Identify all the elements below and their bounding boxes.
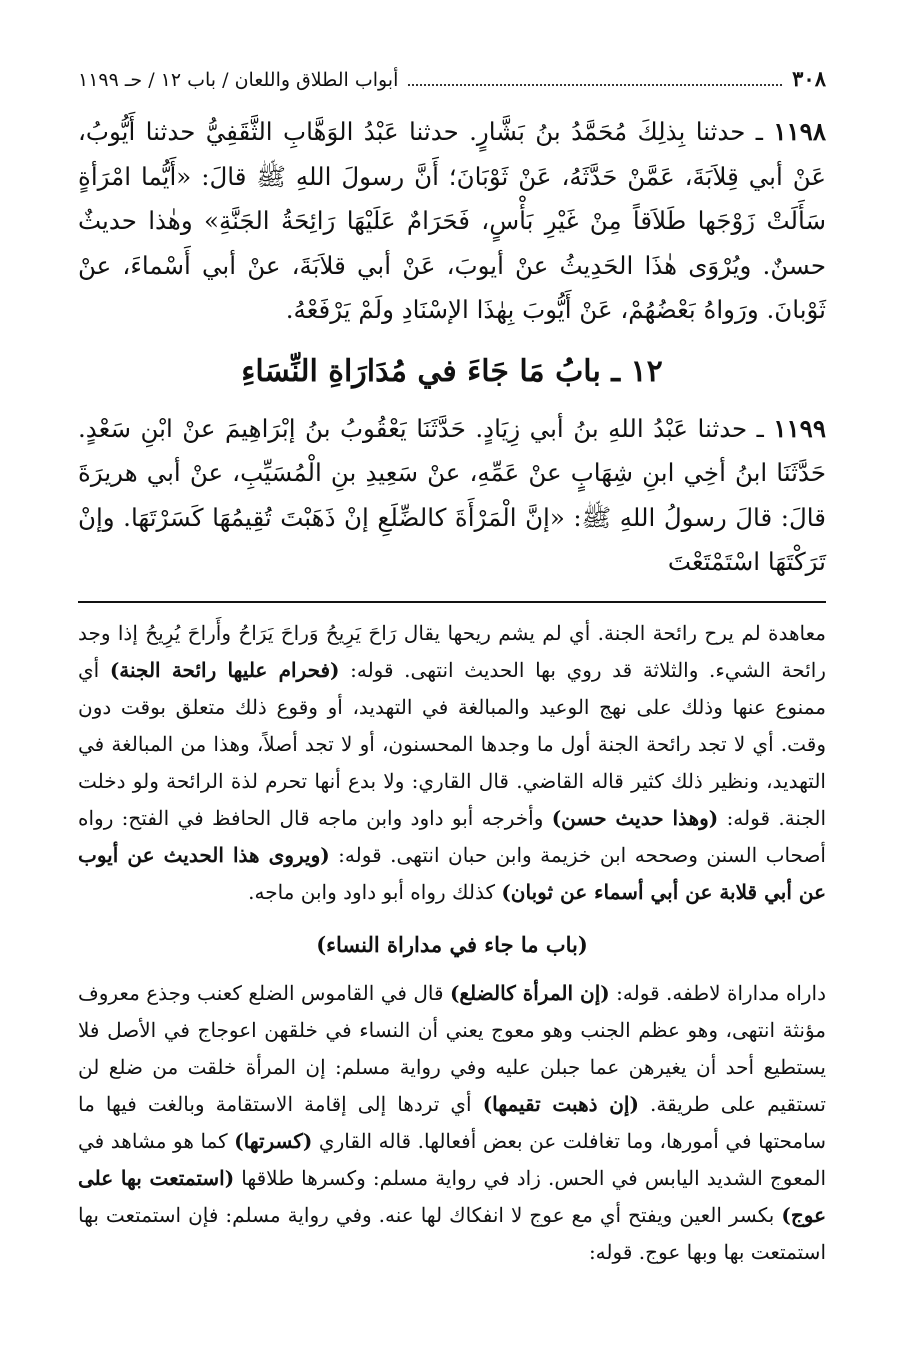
- commentary-text: أي ممنوع عنها وذلك على نهج الوعيد والمبالغة في التهديد، أو وقوع ذلك متعلق بوقت دون وقت. أي لا تجد رائحة الجنة أول ما وجدها المحسنون، أو لا تجد أصلاً، وهذا من المبالغة في التهديد، ونظير ذلك كثير قاله القاضي. قال القاري: ولا بدع أنها تحرم لذة الرائحة ولو دخلت الجنة. قوله:: [78, 657, 827, 830]
- hadith-text: ـ حدثنا بِذلِكَ مُحَمَّدُ بنُ بَشَّارٍ. حدثنا عَبْدُ الوَهَّابِ الثَّقَفِيُّ حدثنا أَيُّوبُ، عَنْ أبي قِلاَبَةَ، عَمَّنْ حَدَّثَهُ، عَنْ ثَوْبَانَ؛ أَنَّ رسولَ اللهِ ﷺ قالَ: «أَيُّما امْرَأةٍ سَأَلَتْ زَوْجَها طَلاَقاً مِنْ غَيْرِ بَأْسٍ، فَحَرَامٌ عَلَيْهَا رَائِحَةُ الجَنَّةِ» وهٰذا حديثٌ حسنٌ. ويُرْوَى هٰذَا الحَدِيثُ عنْ أيوبَ، عَنْ أبي قلاَبَةَ، عنْ أبي أَسْماءَ، عنْ ثَوْبانَ. ورَواهُ بَعْضُهُمْ، عَنْ أَيُّوبَ بِهٰذَا الإسْنَادِ ولَمْ يَرْفَعْهُ.: [78, 117, 826, 324]
- book-page: [78, 66, 826, 1271]
- commentary-text: بكسر العين ويفتح أي مع عوج لا انفكاك لها عنه. وفي رواية مسلم: فإن استمتعت بها استمتعت بها وبها عوج. قوله:: [78, 1202, 826, 1264]
- chapter-title: ١٢ ـ بابُ مَا جَاءَ في مُدَارَاةِ النِّسَاءِ: [241, 353, 663, 389]
- commentary-quote: (إن المرأة كالضلع): [449, 980, 610, 1005]
- commentary-text: داراه مداراة لاطفه. قوله:: [609, 980, 826, 1005]
- commentary-paragraph: [78, 975, 826, 1271]
- commentary-text: معاهدة لم يرح رائحة الجنة. أي لم يشم ريحها يقال رَاحَ يَرِيحُ وَراحَ يَرَاحُ وأَراحَ يُرِيحُ إذا وجد رائحة الشيء. والثلاثة قد روي بها الحديث انتهى. قوله:: [78, 620, 826, 682]
- running-title: أبواب الطلاق واللعان / باب ١٢ / حـ ١١٩٩: [78, 69, 399, 91]
- commentary-quote: (وهذا حديث حسن): [551, 805, 719, 830]
- header-dot-leader: [408, 72, 782, 86]
- commentary-text: قال في القاموس الضلع كعنب وجذع معروف مؤنثة انتهى، وهو عظم الجنب وهو معوج يعني أن النساء في خلقهن اعوجاج في الأصل فلا يستطيع أحد أن يغيرهن عما جبلن عليه وفي رواية مسلم: إن المرأة خلقت من ضلع لن تستقيم على طريقة.: [78, 980, 827, 1116]
- commentary-quote: (كسرتها): [234, 1128, 313, 1153]
- hadith-number: ١١٩٩: [773, 413, 826, 443]
- page-header: [78, 66, 826, 102]
- commentary-heading: (باب ما جاء في مداراة النساء): [316, 931, 588, 957]
- page-number: ٣٠٨: [792, 66, 826, 91]
- commentary-quote: (ويروى هذا الحديث عن أيوب عن أبي قلابة عن أبي أسماء عن ثوبان): [78, 842, 826, 904]
- commentary-text: كما هو مشاهد في المعوج الشديد اليابس في الحس. زاد في رواية مسلم: وكسرها طلاقها: [78, 1128, 826, 1190]
- hadith-text: ـ حدثنا عَبْدُ اللهِ بنُ أبي زِيَادٍ. حَدَّثَنَا يَعْقُوبُ بنُ إبْرَاهِيمَ عنْ ابْنِ سَعْدٍ. حَدَّثَنَا ابنُ أخِي ابنِ شِهَابٍ عنْ عَمِّهِ، عنْ سَعِيدِ بنِ الْمُسَيِّبِ، عنْ أبي هريرَةَ قالَ: قالَ رسولُ اللهِ ﷺ: «إنَّ الْمَرْأَةَ كالضِّلَعِ إنْ ذَهَبْتَ تُقِيمُهَا كَسَرْتَهَا. وإنْ تَرَكْتَهَا اسْتَمْتَعْتَ: [78, 413, 826, 576]
- commentary-paragraph: [78, 615, 826, 911]
- commentary-text: وأخرجه أبو داود وابن ماجه قال الحافظ في الفتح: رواه أصحاب السنن وصححه ابن خزيمة وابن حبان انتهى. قوله:: [78, 805, 826, 867]
- commentary-quote: (استمتعت بها على عوج): [78, 1165, 826, 1227]
- footnote-separator: [78, 601, 826, 603]
- commentary-quote: (إن ذهبت تقيمها): [482, 1091, 639, 1116]
- hadith-1199: [78, 407, 826, 585]
- commentary-text: كذلك رواه أبو داود وابن ماجه.: [248, 879, 502, 904]
- hadith-number: ١١٩٨: [773, 117, 826, 146]
- commentary-quote: (فحرام عليها رائحة الجنة): [109, 657, 340, 682]
- commentary-text: أي تردها إلى إقامة الاستقامة وبالغت فيها ما سامحتها في أمورها، وما تغافلت عن بعض أفعالها. قاله القاري: [78, 1091, 826, 1153]
- hadith-1198: [78, 110, 826, 333]
